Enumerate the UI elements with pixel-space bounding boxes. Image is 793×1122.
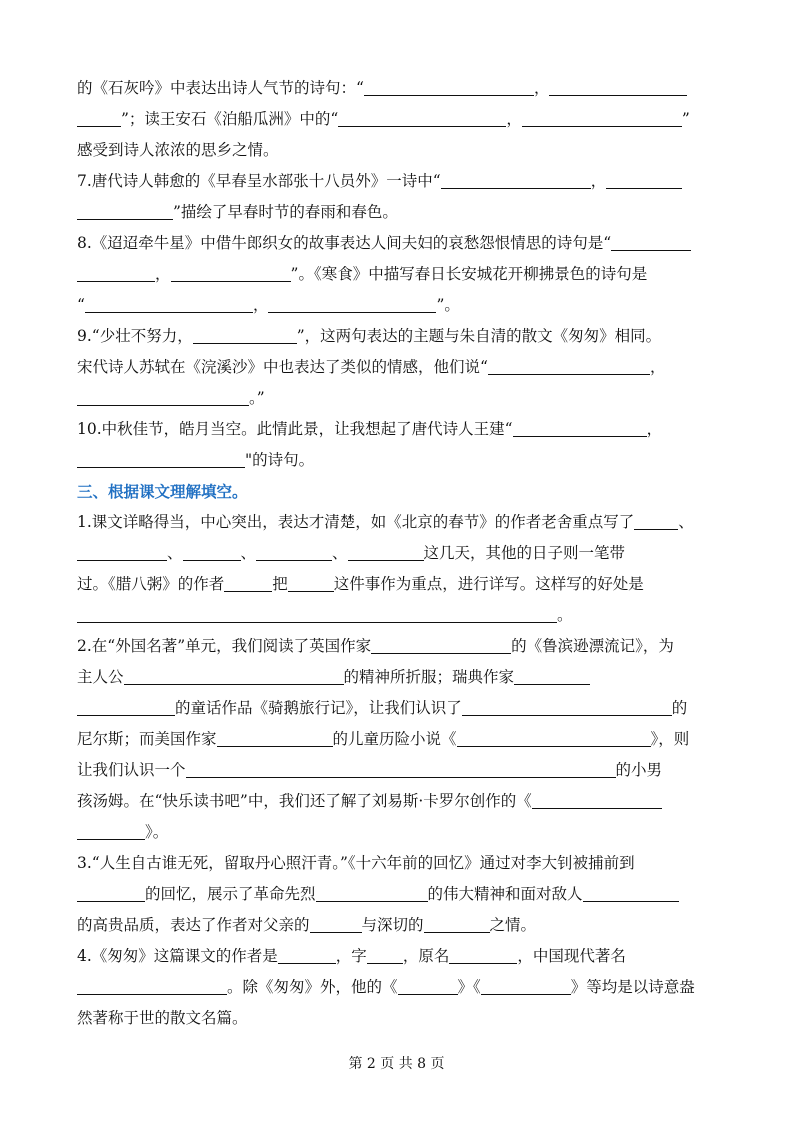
answer-blank[interactable] (371, 637, 511, 654)
answer-blank[interactable] (77, 606, 557, 623)
answer-blank[interactable] (364, 79, 534, 96)
answer-blank[interactable] (183, 544, 241, 561)
answer-blank[interactable] (186, 761, 616, 778)
answer-blank[interactable] (217, 730, 333, 747)
text-line: 。” (77, 383, 717, 414)
text-line: 过。《腊八粥》的作者 把 这件事作为重点，进行详写。这样写的好处是 (77, 575, 644, 593)
answer-blank[interactable] (171, 265, 291, 282)
answer-blank[interactable] (532, 792, 662, 809)
text-line: 的高贵品质，表达了作者对父亲的 与深切的 之情。 (77, 916, 537, 934)
answer-blank[interactable] (449, 947, 517, 964)
answer-blank[interactable] (606, 172, 682, 189)
answer-blank[interactable] (77, 389, 249, 406)
answer-blank[interactable] (513, 420, 647, 437)
text-line: 4.《匆匆》这篇课文的作者是 ，字 ，原名 ，中国现代著名 (77, 947, 626, 965)
answer-blank[interactable] (441, 172, 591, 189)
text-line: 8.《迢迢牵牛星》中借牛郎织女的故事表达人间夫妇的哀愁怨恨情思的诗句是“ (77, 228, 717, 259)
text-line: 》。 (77, 817, 717, 848)
text-line: 3.“人生自古谁无死，留取丹心照汗青。”《十六年前的回忆》通过对李大钊被捕前到 (77, 854, 635, 872)
text-line: 1.课文详略得当，中心突出，表达才清楚，如《北京的春节》的作者老舍重点写了 、 (77, 513, 694, 531)
page-number-footer: 第 2 页 共 8 页 (348, 1056, 445, 1072)
text-line: 2.在“外国名著”单元，我们阅读了英国作家 的《鲁滨逊漂流记》，为 (77, 637, 674, 655)
answer-blank[interactable] (193, 327, 297, 344)
answer-blank[interactable] (514, 668, 590, 685)
answer-blank[interactable] (367, 947, 403, 964)
text-line: 。 (77, 600, 717, 631)
section-heading: 三、根据课文理解填空。 (77, 482, 248, 501)
answer-blank[interactable] (611, 234, 691, 251)
text-line: 然著称于世的散文名篇。 (77, 1009, 248, 1027)
text-line: 主人公 的精神所折服；瑞典作家 (77, 662, 717, 693)
text-line: 、 、 、 这几天，其他的日子则一笔带 (77, 538, 717, 569)
answer-blank[interactable] (77, 110, 121, 127)
answer-blank[interactable] (77, 885, 145, 902)
answer-blank[interactable] (348, 544, 424, 561)
answer-blank[interactable] (77, 699, 175, 716)
text-line: 7.唐代诗人韩愈的《早春呈水部张十八员外》一诗中“ ， (77, 166, 717, 197)
answer-blank[interactable] (77, 265, 155, 282)
answer-blank[interactable] (77, 203, 173, 220)
answer-blank[interactable] (77, 978, 227, 995)
text-line: 9.“少壮不努力， ”，这两句表达的主题与朱自清的散文《匆匆》相同。 (77, 327, 662, 345)
answer-blank[interactable] (77, 544, 167, 561)
answer-blank[interactable] (85, 296, 253, 313)
text-line: 感受到诗人浓浓的思乡之情。 (77, 141, 279, 159)
text-line: ”描绘了早春时节的春雨和春色。 (77, 197, 717, 228)
text-line: 让我们认识一个 的小男 (77, 761, 663, 779)
answer-blank[interactable] (256, 544, 332, 561)
answer-blank[interactable] (488, 358, 650, 375)
answer-blank[interactable] (583, 885, 679, 902)
answer-blank[interactable] (424, 916, 490, 933)
answer-blank[interactable] (338, 110, 506, 127)
text-line: 孩汤姆。在“快乐读书吧”中，我们还了解了刘易斯·卡罗尔创作的《 (77, 786, 717, 817)
text-line: ”；读王安石《泊船瓜洲》中的“ ， ” (77, 104, 717, 135)
text-line: ， ”。《寒食》中描写春日长安城花开柳拂景色的诗句是 (77, 259, 717, 290)
answer-blank[interactable] (77, 823, 145, 840)
answer-blank[interactable] (268, 296, 436, 313)
text-line: 宋代诗人苏轼在《浣溪沙》中也表达了类似的情感，他们说“ ， (77, 358, 666, 376)
answer-blank[interactable] (310, 916, 362, 933)
text-line: “ ， ”。 (77, 296, 460, 314)
answer-blank[interactable] (224, 575, 272, 592)
answer-blank[interactable] (124, 668, 344, 685)
text-line: "的诗句。 (77, 445, 717, 476)
answer-blank[interactable] (481, 978, 571, 995)
answer-blank[interactable] (288, 575, 334, 592)
text-line: 的童话作品《骑鹅旅行记》，让我们认识了 的 (77, 693, 717, 724)
answer-blank[interactable] (316, 885, 428, 902)
answer-blank[interactable] (398, 978, 458, 995)
answer-blank[interactable] (549, 79, 687, 96)
text-line: 的《石灰吟》中表达出诗人气节的诗句：“ ， (77, 73, 717, 104)
answer-blank[interactable] (462, 699, 672, 716)
text-line: 尼尔斯；而美国作家 的儿童历险小说《 》，则 (77, 730, 690, 748)
answer-blank[interactable] (634, 513, 678, 530)
answer-blank[interactable] (278, 947, 336, 964)
answer-blank[interactable] (522, 110, 682, 127)
text-line: 。除《匆匆》外，他的《 》《 》等均是以诗意盎 (77, 972, 717, 1003)
answer-blank[interactable] (77, 451, 245, 468)
page-content (77, 73, 717, 1034)
text-line: 的回忆，展示了革命先烈 的伟大精神和面对敌人 (77, 879, 717, 910)
answer-blank[interactable] (457, 730, 651, 747)
text-line: 10.中秋佳节，皓月当空。此情此景，让我想起了唐代诗人王建“ ， (77, 420, 663, 438)
